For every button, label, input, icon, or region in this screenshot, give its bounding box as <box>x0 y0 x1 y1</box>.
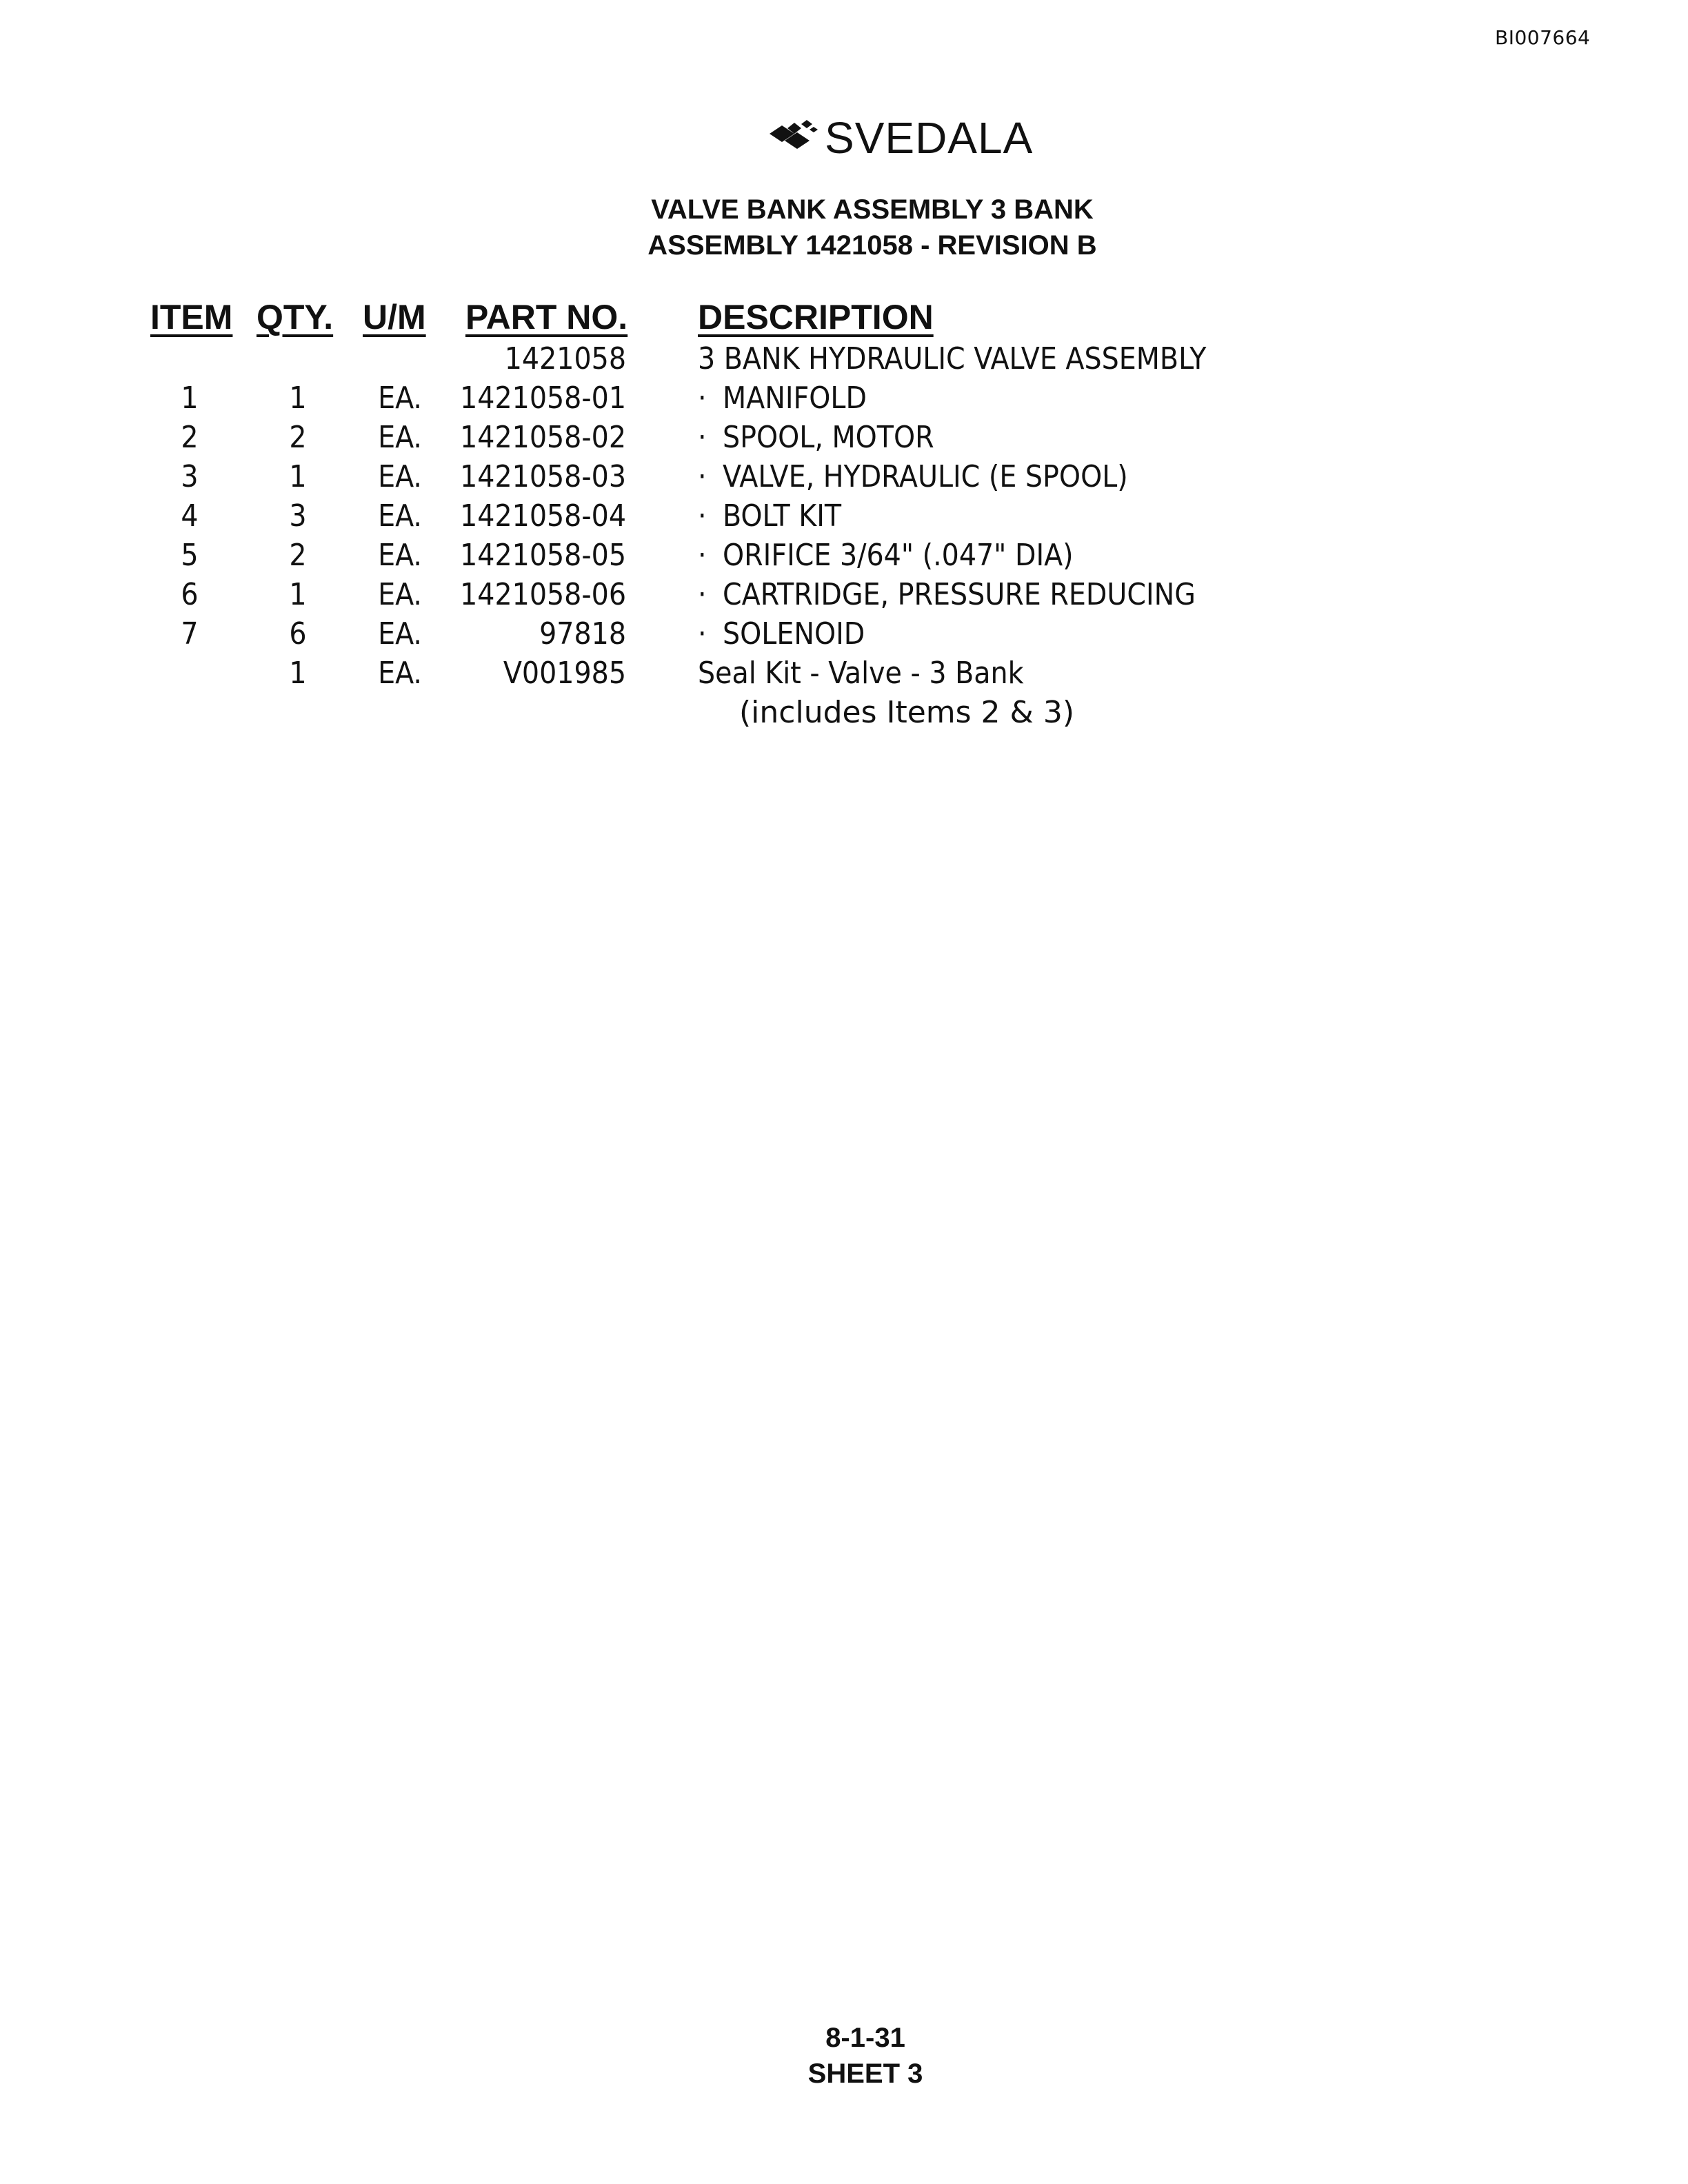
table-row <box>0 378 1688 418</box>
description-cell <box>698 496 841 536</box>
item-cell: 5 <box>181 538 199 573</box>
description-cell <box>698 614 865 654</box>
item-cell: 6 <box>181 577 199 612</box>
description-cell <box>698 378 867 418</box>
part-no-cell: 1421058-02 <box>460 420 626 455</box>
description-text: ORIFICE 3/64" (.047" DIA) <box>723 538 1074 573</box>
description-cell <box>698 457 1128 496</box>
item-cell: 3 <box>181 459 199 494</box>
table-row <box>0 496 1688 536</box>
um-cell: EA. <box>378 381 422 416</box>
um-cell: EA. <box>378 459 422 494</box>
header-um: U/M <box>363 298 426 336</box>
um-cell: EA. <box>378 498 422 534</box>
logo-text: SVEDALA <box>825 113 1034 163</box>
part-no-cell: 1421058-01 <box>460 381 626 416</box>
table-row <box>0 575 1688 614</box>
sheet-number: SHEET 3 <box>807 2059 923 2089</box>
qty-cell: 1 <box>289 577 307 612</box>
description-text: Seal Kit - Valve - 3 Bank <box>698 656 1024 691</box>
description-cell <box>698 418 934 457</box>
header-qty: QTY. <box>257 298 334 336</box>
table-row-note <box>0 693 1688 732</box>
part-no-cell: 97818 <box>539 616 626 651</box>
qty-cell: 2 <box>289 420 307 455</box>
item-cell: 1 <box>181 381 199 416</box>
table-row <box>0 339 1688 378</box>
header-item: ITEM <box>150 298 233 336</box>
company-logo <box>767 103 1033 172</box>
item-cell: 4 <box>181 498 199 534</box>
description-text: 3 BANK HYDRAULIC VALVE ASSEMBLY <box>698 341 1207 376</box>
description-text: MANIFOLD <box>723 381 867 416</box>
qty-cell: 1 <box>289 459 307 494</box>
part-no-cell: 1421058-06 <box>460 577 626 612</box>
um-cell: EA. <box>378 420 422 455</box>
svedala-logo-icon <box>767 119 821 157</box>
part-no-cell: 1421058-04 <box>460 498 626 534</box>
part-no-cell: 1421058-05 <box>460 538 626 573</box>
header-description: DESCRIPTION <box>698 298 934 336</box>
description-cell <box>698 339 1206 378</box>
bullet-marker: · <box>698 616 707 651</box>
document-id: BI007664 <box>1495 26 1591 49</box>
description-text: CARTRIDGE, PRESSURE REDUCING <box>723 577 1196 612</box>
part-no-cell: V001985 <box>503 656 626 691</box>
description-cell <box>698 575 1196 614</box>
bullet-marker: · <box>698 459 707 494</box>
document-title: VALVE BANK ASSEMBLY 3 BANK <box>651 194 1094 225</box>
qty-cell: 1 <box>289 381 307 416</box>
header-part-no: PART NO. <box>465 298 628 336</box>
description-cell <box>698 654 1024 693</box>
bullet-marker: · <box>698 577 707 612</box>
item-cell: 2 <box>181 420 199 455</box>
um-cell: EA. <box>378 577 422 612</box>
um-cell: EA. <box>378 538 422 573</box>
page-number: 8-1-31 <box>825 2023 905 2053</box>
table-row <box>0 614 1688 654</box>
bullet-marker: · <box>698 381 707 416</box>
table-row <box>0 654 1688 693</box>
part-no-cell: 1421058 <box>504 341 626 376</box>
bullet-marker: · <box>698 420 707 455</box>
description-text: BOLT KIT <box>723 498 842 534</box>
qty-cell: 6 <box>289 616 307 651</box>
description-text: SPOOL, MOTOR <box>723 420 934 455</box>
seal-kit-note: (includes Items 2 & 3) <box>739 695 1074 730</box>
document-subtitle: ASSEMBLY 1421058 - REVISION B <box>647 230 1097 261</box>
description-text: VALVE, HYDRAULIC (E SPOOL) <box>723 459 1128 494</box>
bullet-marker: · <box>698 498 707 534</box>
table-row <box>0 536 1688 575</box>
qty-cell: 3 <box>289 498 307 534</box>
table-row <box>0 457 1688 496</box>
um-cell: EA. <box>378 656 422 691</box>
item-cell: 7 <box>181 616 199 651</box>
description-cell <box>698 536 1074 575</box>
qty-cell: 2 <box>289 538 307 573</box>
bullet-marker: · <box>698 538 707 573</box>
parts-table <box>0 339 1688 732</box>
table-row <box>0 418 1688 457</box>
description-text: SOLENOID <box>723 616 865 651</box>
qty-cell: 1 <box>289 656 307 691</box>
um-cell: EA. <box>378 616 422 651</box>
part-no-cell: 1421058-03 <box>460 459 626 494</box>
